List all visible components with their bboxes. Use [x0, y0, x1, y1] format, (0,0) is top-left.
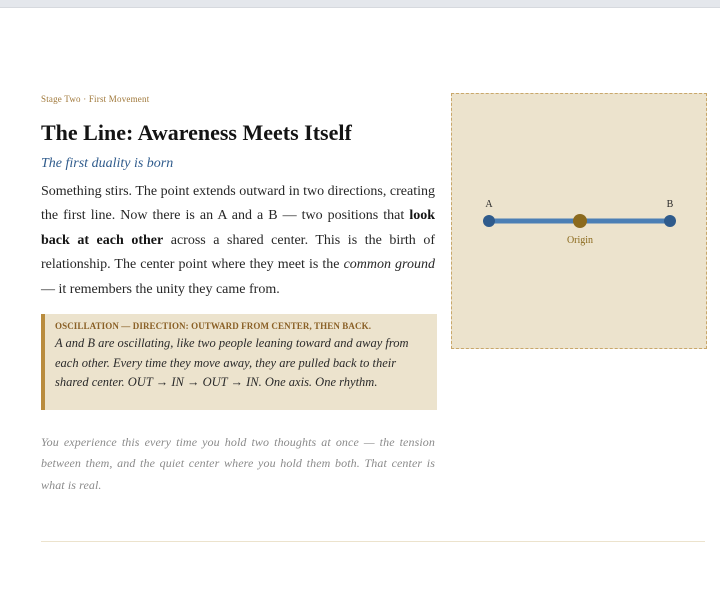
- browser-top-bar: [0, 0, 720, 8]
- reflection-note: You experience this every time you hold two thoughts at once — the tension between them, and the quiet center where you hold them both. That center is what is real.: [41, 434, 435, 492]
- body-paragraph: [41, 180, 435, 302]
- point-b: [664, 215, 676, 227]
- body-text-part: Something stirs. The point extends outward in two directions, creating the first line. Now there is an A and a B — two positions that: [41, 184, 435, 224]
- line-diagram-svg: [452, 94, 708, 350]
- body-text-part: — it remembers the unity they came from.: [41, 281, 280, 297]
- stage-eyebrow: Stage Two · First Movement: [41, 94, 150, 104]
- label-a: A: [485, 199, 493, 210]
- body-italic-phrase: common ground: [343, 257, 435, 273]
- callout-label: OSCILLATION — DIRECTION: OUTWARD FROM CENTER, THEN BACK.: [55, 321, 372, 332]
- body-text-part: across a shared center. This is the birth of relationship. The center point where they meet is the: [41, 232, 436, 273]
- body-bold-phrase: look back at each other: [41, 208, 435, 248]
- origin-point: [573, 214, 587, 228]
- label-origin: Origin: [566, 235, 594, 246]
- section-divider: [41, 541, 705, 542]
- page-title: The Line: Awareness Meets Itself: [41, 120, 352, 145]
- label-b: B: [666, 199, 674, 210]
- oscillation-callout: [41, 314, 437, 410]
- point-a: [483, 215, 495, 227]
- callout-text: A and B are oscillating, like two people leaning toward and away from each other. Every time they move away, they are pulled back to their shared center. OUT → IN → OUT → IN. One axis. One rhythm.: [55, 336, 409, 390]
- line-diagram: [451, 93, 707, 349]
- lesson-content: [41, 92, 435, 496]
- page-subtitle: The first duality is born: [41, 156, 174, 171]
